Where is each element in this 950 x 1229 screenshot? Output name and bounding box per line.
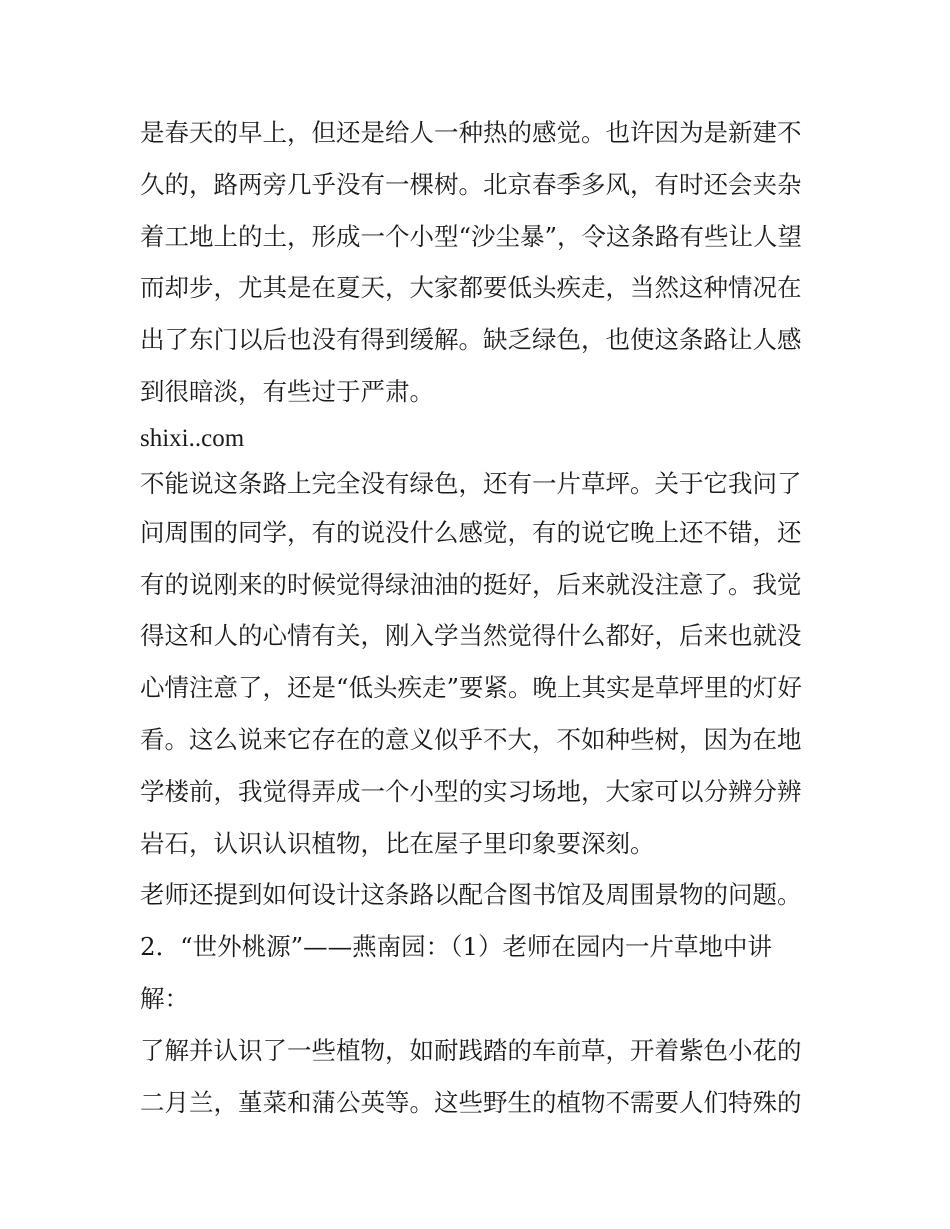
text-line: 到很暗淡，有些过于严肃。 xyxy=(140,376,434,406)
text-line: 着工地上的土，形成一个小型“沙尘暴”，令这条路有些让人望 xyxy=(140,221,803,251)
text-line: 有的说刚来的时候觉得绿油油的挺好，后来就没注意了。我觉 xyxy=(140,569,802,599)
document-body xyxy=(140,107,820,1128)
text-line: 看。这么说来它存在的意义似乎不大，不如种些树，因为在地 xyxy=(140,724,802,754)
text-line: 出了东门以后也没有得到缓解。缺乏绿色，也使这条路让人感 xyxy=(140,325,802,355)
text-line: 是春天的早上，但还是给人一种热的感觉。也许因为是新建不 xyxy=(140,118,802,147)
text-line: 不能说这条路上完全没有绿色，还有一片草坪。关于它我问了 xyxy=(140,468,802,498)
text-line: 心情注意了，还是“低头疾走”要紧。晚上其实是草坪里的灯好 xyxy=(140,673,803,703)
text-line: 得这和人的心情有关，刚入学当然觉得什么都好，后来也就没 xyxy=(140,621,802,651)
text-line: 而却步，尤其是在夏天，大家都要低头疾走，当然这种情况在 xyxy=(140,273,802,303)
section-heading-line: 2．“世外桃源”——燕南园：（1）老师在园内一片草地中讲 xyxy=(140,932,772,962)
text-line: 久的，路两旁几乎没有一棵树。北京春季多风，有时还会夹杂 xyxy=(140,169,802,199)
text-line: 学楼前，我觉得弄成一个小型的实习场地，大家可以分辨分辨 xyxy=(140,776,802,806)
text-line: 岩石，认识认识植物，比在屋子里印象要深刻。 xyxy=(140,828,655,858)
source-website-text: shixi..com xyxy=(140,424,245,452)
text-line: 二月兰，堇菜和蒲公英等。这些野生的植物不需要人们特殊的 xyxy=(140,1087,802,1117)
text-line: 了解并认识了一些植物，如耐践踏的车前草，开着紫色小花的 xyxy=(140,1035,802,1065)
text-line: 老师还提到如何设计这条路以配合图书馆及周围景物的问题。 xyxy=(140,880,802,910)
text-line: 解： xyxy=(140,983,189,1013)
text-line: 问周围的同学，有的说没什么感觉，有的说它晚上还不错，还 xyxy=(140,517,802,547)
